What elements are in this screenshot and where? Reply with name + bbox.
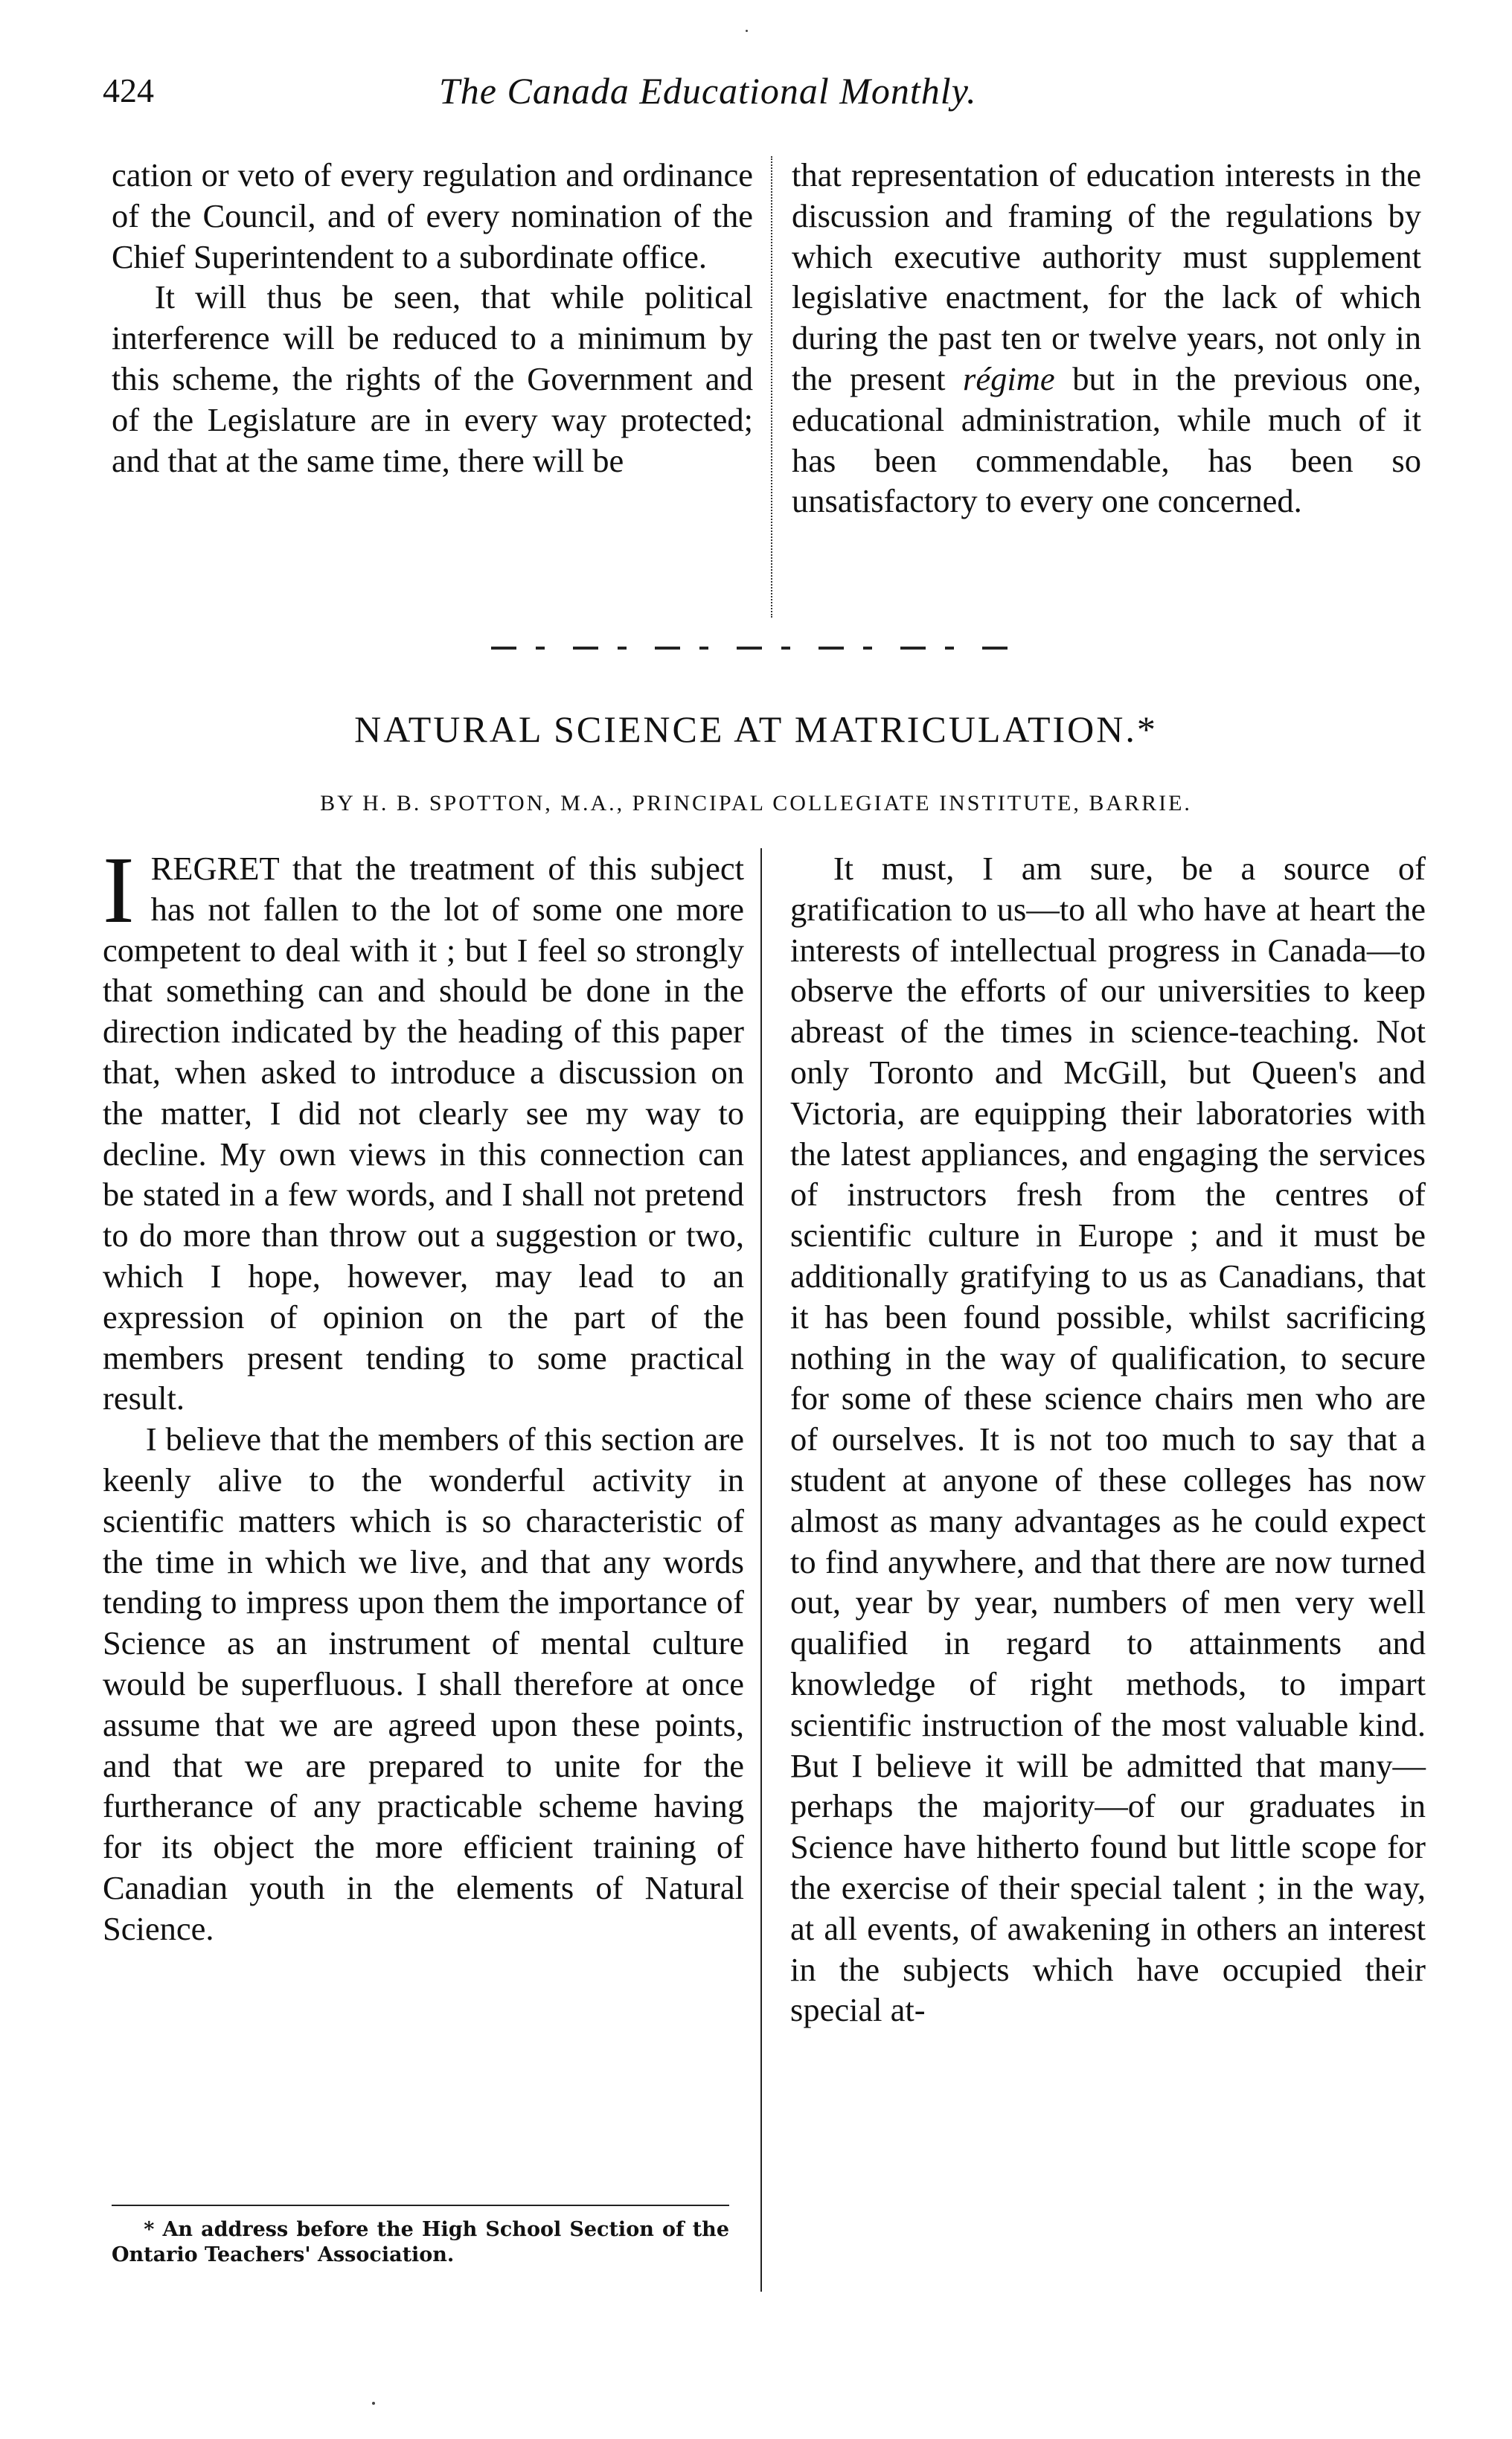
footnote: [112, 2217, 729, 2268]
footnote-rule: [112, 2205, 729, 2206]
journal-title: The Canada Educational Monthly.: [439, 70, 977, 112]
paragraph: [792, 155, 1421, 522]
italic-word: régime: [963, 359, 1055, 397]
running-header: [103, 68, 1412, 121]
continued-article-right-column: [792, 155, 1421, 522]
footnote-text: * An address before the High School Section of the Ontario Teachers' Association.: [112, 2218, 729, 2266]
article-byline: BY H. B. SPOTTON, M.A., PRINCIPAL COLLEGIATE INSTITUTE, BARRIE.: [320, 791, 1192, 815]
paragraph: It will thus be seen, that while political interference will be reduced to a minimum by this scheme, the rights of the Government and of the Legislature are in every way protected; and that at the same time, there will be: [112, 278, 753, 479]
article-left-column: [103, 837, 744, 1949]
page-number: 424: [103, 71, 154, 109]
continued-article-left-column: [112, 155, 753, 481]
column-divider: [760, 848, 762, 2292]
drop-cap: I: [103, 837, 135, 943]
article-title: NATURAL SCIENCE AT MATRICULATION.*: [354, 708, 1158, 750]
column-divider: [771, 156, 772, 618]
paragraph: cation or veto of every regulation and ordinance of the Council, and of every nomination of the Chief Superintendent to a subordinate office.: [112, 156, 753, 275]
section-break-rule: [491, 647, 1019, 650]
paragraph: I believe that the members of this section are keenly alive to the wonderful activity in scientific matters which is so characteristic of the time in which we live, and that any words tending to impress upon them the importance of Science as an instrument of mental culture would be superfluous. I shall therefore at once assume that we are agreed upon these points, and that we are prepared to unite for the furtherance of any practicable scheme having for its object the more efficient training of Canadian youth in the elements of Natural Science.: [103, 1420, 744, 1947]
print-speck: [372, 2402, 375, 2405]
article-right-column: [790, 848, 1426, 2031]
paragraph: It must, I am sure, be a source of gratification to us—to all who have at heart the interests of intellectual progress in Canada—to observe the efforts of our universities to keep abreast of the times in science-teaching. Not only Toronto and McGill, but Queen's and Victoria, are equipping their laboratories with the latest appliances, and engaging the services of instructors fresh from the centres of scientific culture in Europe ; and it must be additionally gratifying to us as Canadians, that it has been found possible, whilst sacrificing nothing in the way of qualification, to secure for some of these science chairs men who are of ourselves. It is not too much to say that a student at anyone of these colleges has now almost as many advantages as he could expect to find anywhere, and that there are now turned out, year by year, numbers of men very well qualified in regard to attainments and knowledge of right methods, to impart scientific instruction of the most valuable kind. But I believe it will be admitted that many—perhaps the majority—of our graduates in Science have hitherto found but little scope for the exercise of their special talent ; in the way, at all events, of awakening in others an interest in the subjects which have occupied their special at-: [790, 850, 1426, 2029]
text-run: but in the previous one, educational administration, while much of it has been commendable, has been so unsatisfactory to every one concerned.: [792, 359, 1421, 520]
text-run: REGRET that the treatment of this subject has not fallen to the lot of some one more competent to deal with it ; but I feel so strongly that something can and should be done in the direction indicated by the heading of this paper that, when asked to introduce a discussion on the matter, I did not clearly see my way to decline. My own views in this connection can be stated in a few words, and I shall not pretend to do more than throw out a suggestion or two, which I hope, however, may lead to an expression of opinion on the part of the members present tending to some practical result.: [103, 850, 744, 1417]
print-speck: [746, 30, 748, 32]
paragraph: [103, 837, 744, 1419]
text-run: that representation of education interests in the discussion and framing of the regulations by which executive authority must supplement legislative enactment, for the lack of which during the past ten or twelve years, not only in the present: [792, 156, 1421, 397]
